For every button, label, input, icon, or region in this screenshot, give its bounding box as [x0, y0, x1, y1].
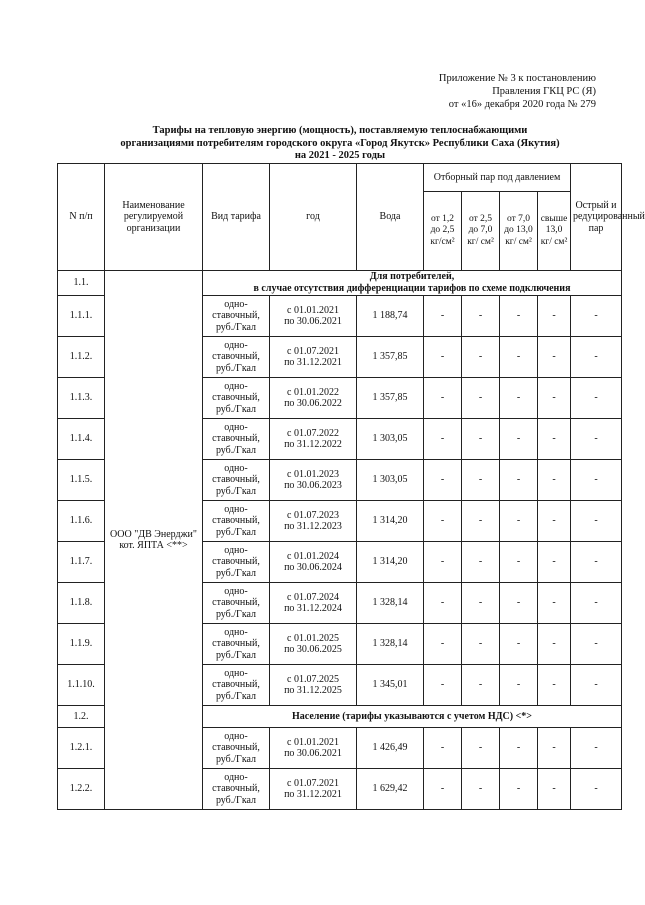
row-number: 1.2.1.	[58, 728, 105, 769]
col-steam3-header: от 7,0 до 13,0 кг/ см²	[500, 192, 538, 271]
steam-7-0-13-0: -	[500, 665, 538, 706]
header-line-appendix: Приложение № 3 к постановлению	[438, 73, 596, 84]
steam-7-0-13-0: -	[500, 624, 538, 665]
steam-7-0-13-0: -	[500, 769, 538, 810]
period-from: с 01.01.2025	[287, 632, 339, 644]
period-to: по 30.06.2022	[284, 398, 342, 409]
steam-over-13-0: -	[538, 337, 571, 378]
steam-2-5-7-0: -	[462, 337, 500, 378]
steam-1-2-2-5: -	[424, 337, 462, 378]
col-steam2-header: от 2,5 до 7,0 кг/ см²	[462, 192, 500, 271]
tariff-period	[270, 378, 357, 419]
sharp-reduced-steam: -	[571, 728, 622, 769]
col-steam-group-header: Отборный пар под давлением	[424, 164, 571, 192]
water-tariff: 1 426,49	[357, 728, 424, 769]
header-row-1	[58, 164, 622, 192]
col-water-header: Вода	[357, 164, 424, 271]
tariff-period	[270, 665, 357, 706]
sharp-reduced-steam: -	[571, 296, 622, 337]
water-tariff: 1 357,85	[357, 337, 424, 378]
tariff-kind: одно-ставочный, руб./Гкал	[203, 419, 270, 460]
steam-2-5-7-0: -	[462, 501, 500, 542]
section-title	[203, 706, 622, 728]
organization-name: ООО "ДВ Энерджи" кот. ЯПТА <**>	[105, 271, 203, 810]
steam-7-0-13-0: -	[500, 728, 538, 769]
period-from: с 01.01.2021	[287, 736, 339, 748]
steam-7-0-13-0: -	[500, 419, 538, 460]
col-num-header: N п/п	[58, 164, 105, 271]
water-tariff: 1 188,74	[357, 296, 424, 337]
row-number: 1.1.1.	[58, 296, 105, 337]
col-steam4-header: свыше 13,0 кг/ см²	[538, 192, 571, 271]
period-to: по 31.12.2023	[284, 521, 342, 532]
row-number: 1.1.10.	[58, 665, 105, 706]
sharp-reduced-steam: -	[571, 624, 622, 665]
period-to: по 30.06.2025	[284, 644, 342, 655]
steam-over-13-0: -	[538, 583, 571, 624]
water-tariff: 1 629,42	[357, 769, 424, 810]
section-row	[58, 271, 622, 296]
title-line-1: Тарифы на тепловую энергию (мощность), поставляемую теплоснабжающими	[152, 125, 528, 136]
sharp-reduced-steam: -	[571, 542, 622, 583]
title-line-2: организациями потребителям городского округа «Город Якутск» Республики Саха (Якутия)	[120, 137, 560, 149]
row-number: 1.1.2.	[58, 337, 105, 378]
tariff-period	[270, 296, 357, 337]
period-to: по 31.12.2021	[284, 789, 342, 800]
section-number: 1.2.	[58, 706, 105, 728]
tariff-period	[270, 624, 357, 665]
water-tariff: 1 303,05	[357, 419, 424, 460]
steam-1-2-2-5: -	[424, 542, 462, 583]
steam-2-5-7-0: -	[462, 542, 500, 583]
section-title-line-1: Население (тарифы указываются с учетом НДС) <*>	[292, 710, 532, 722]
period-to: по 30.06.2024	[284, 562, 342, 573]
tariff-period	[270, 460, 357, 501]
sharp-reduced-steam: -	[571, 769, 622, 810]
steam-2-5-7-0: -	[462, 624, 500, 665]
sharp-reduced-steam: -	[571, 460, 622, 501]
period-from: с 01.07.2025	[287, 673, 339, 685]
steam-1-2-2-5: -	[424, 419, 462, 460]
steam-over-13-0: -	[538, 542, 571, 583]
water-tariff: 1 314,20	[357, 542, 424, 583]
steam-1-2-2-5: -	[424, 665, 462, 706]
water-tariff: 1 345,01	[357, 665, 424, 706]
steam-7-0-13-0: -	[500, 583, 538, 624]
sharp-reduced-steam: -	[571, 501, 622, 542]
section-title-line-2: в случае отсутствия дифференциации тарифов по схеме подключения	[253, 283, 571, 294]
steam-7-0-13-0: -	[500, 501, 538, 542]
tariff-kind: одно-ставочный, руб./Гкал	[203, 665, 270, 706]
tariff-period	[270, 769, 357, 810]
tariff-period	[270, 419, 357, 460]
steam-1-2-2-5: -	[424, 296, 462, 337]
tariff-period	[270, 501, 357, 542]
steam-2-5-7-0: -	[462, 769, 500, 810]
col-steam1-header: от 1,2 до 2,5 кг/см²	[424, 192, 462, 271]
period-from: с 01.01.2021	[287, 304, 339, 316]
tariff-period	[270, 583, 357, 624]
steam-2-5-7-0: -	[462, 728, 500, 769]
tariff-kind: одно-ставочный, руб./Гкал	[203, 542, 270, 583]
tariff-period	[270, 728, 357, 769]
sharp-reduced-steam: -	[571, 665, 622, 706]
tariff-period	[270, 542, 357, 583]
steam-2-5-7-0: -	[462, 665, 500, 706]
sharp-reduced-steam: -	[571, 583, 622, 624]
col-kind-header: Вид тарифа	[203, 164, 270, 271]
document-title	[60, 125, 620, 163]
row-number: 1.1.6.	[58, 501, 105, 542]
section-title	[203, 271, 622, 296]
steam-1-2-2-5: -	[424, 769, 462, 810]
period-from: с 01.07.2024	[287, 591, 339, 603]
water-tariff: 1 357,85	[357, 378, 424, 419]
steam-1-2-2-5: -	[424, 460, 462, 501]
sharp-reduced-steam: -	[571, 419, 622, 460]
steam-7-0-13-0: -	[500, 542, 538, 583]
tariff-kind: одно-ставочный, руб./Гкал	[203, 460, 270, 501]
tariff-kind: одно-ставочный, руб./Гкал	[203, 624, 270, 665]
row-number: 1.1.5.	[58, 460, 105, 501]
row-number: 1.1.4.	[58, 419, 105, 460]
period-to: по 30.06.2021	[284, 748, 342, 759]
section-number: 1.1.	[58, 271, 105, 296]
tariff-kind: одно-ставочный, руб./Гкал	[203, 378, 270, 419]
period-to: по 30.06.2023	[284, 480, 342, 491]
period-to: по 31.12.2022	[284, 439, 342, 450]
tariff-kind: одно-ставочный, руб./Гкал	[203, 583, 270, 624]
col-org-header: Наименование регулируемой организации	[105, 164, 203, 271]
period-from: с 01.01.2024	[287, 550, 339, 562]
period-to: по 31.12.2025	[284, 685, 342, 696]
steam-1-2-2-5: -	[424, 378, 462, 419]
row-number: 1.1.3.	[58, 378, 105, 419]
document-header	[439, 72, 596, 111]
steam-over-13-0: -	[538, 769, 571, 810]
period-to: по 30.06.2021	[284, 316, 342, 327]
period-from: с 01.01.2022	[287, 386, 339, 398]
header-line-board: Правления ГКЦ РС (Я)	[492, 86, 596, 97]
steam-over-13-0: -	[538, 419, 571, 460]
col-year-header: год	[270, 164, 357, 271]
period-from: с 01.01.2023	[287, 468, 339, 480]
tariff-kind: одно-ставочный, руб./Гкал	[203, 728, 270, 769]
tariff-table-body	[58, 271, 622, 810]
col-sharp-header: Острый и редуцированный пар	[571, 164, 622, 271]
water-tariff: 1 328,14	[357, 583, 424, 624]
period-from: с 01.07.2021	[287, 345, 339, 357]
row-number: 1.1.9.	[58, 624, 105, 665]
steam-over-13-0: -	[538, 624, 571, 665]
steam-over-13-0: -	[538, 665, 571, 706]
steam-7-0-13-0: -	[500, 460, 538, 501]
row-number: 1.1.7.	[58, 542, 105, 583]
water-tariff: 1 314,20	[357, 501, 424, 542]
steam-over-13-0: -	[538, 728, 571, 769]
steam-7-0-13-0: -	[500, 296, 538, 337]
steam-7-0-13-0: -	[500, 337, 538, 378]
tariff-period	[270, 337, 357, 378]
steam-2-5-7-0: -	[462, 460, 500, 501]
header-line-date: от «16» декабря 2020 года № 279	[448, 99, 596, 110]
water-tariff: 1 303,05	[357, 460, 424, 501]
steam-over-13-0: -	[538, 501, 571, 542]
steam-1-2-2-5: -	[424, 583, 462, 624]
steam-1-2-2-5: -	[424, 728, 462, 769]
sharp-reduced-steam: -	[571, 378, 622, 419]
water-tariff: 1 328,14	[357, 624, 424, 665]
steam-2-5-7-0: -	[462, 378, 500, 419]
title-line-3: на 2021 - 2025 годы	[294, 150, 386, 161]
steam-over-13-0: -	[538, 378, 571, 419]
steam-1-2-2-5: -	[424, 624, 462, 665]
tariff-kind: одно-ставочный, руб./Гкал	[203, 296, 270, 337]
period-from: с 01.07.2023	[287, 509, 339, 521]
period-from: с 01.07.2021	[287, 777, 339, 789]
steam-2-5-7-0: -	[462, 296, 500, 337]
steam-1-2-2-5: -	[424, 501, 462, 542]
steam-2-5-7-0: -	[462, 583, 500, 624]
row-number: 1.2.2.	[58, 769, 105, 810]
steam-7-0-13-0: -	[500, 378, 538, 419]
sharp-reduced-steam: -	[571, 337, 622, 378]
period-from: с 01.07.2022	[287, 427, 339, 439]
tariff-kind: одно-ставочный, руб./Гкал	[203, 501, 270, 542]
steam-over-13-0: -	[538, 296, 571, 337]
row-number: 1.1.8.	[58, 583, 105, 624]
steam-2-5-7-0: -	[462, 419, 500, 460]
period-to: по 31.12.2021	[284, 357, 342, 368]
steam-over-13-0: -	[538, 460, 571, 501]
tariff-kind: одно-ставочный, руб./Гкал	[203, 769, 270, 810]
tariff-kind: одно-ставочный, руб./Гкал	[203, 337, 270, 378]
period-to: по 31.12.2024	[284, 603, 342, 614]
tariff-table	[57, 163, 645, 810]
section-title-line-1: Для потребителей,	[369, 271, 455, 282]
